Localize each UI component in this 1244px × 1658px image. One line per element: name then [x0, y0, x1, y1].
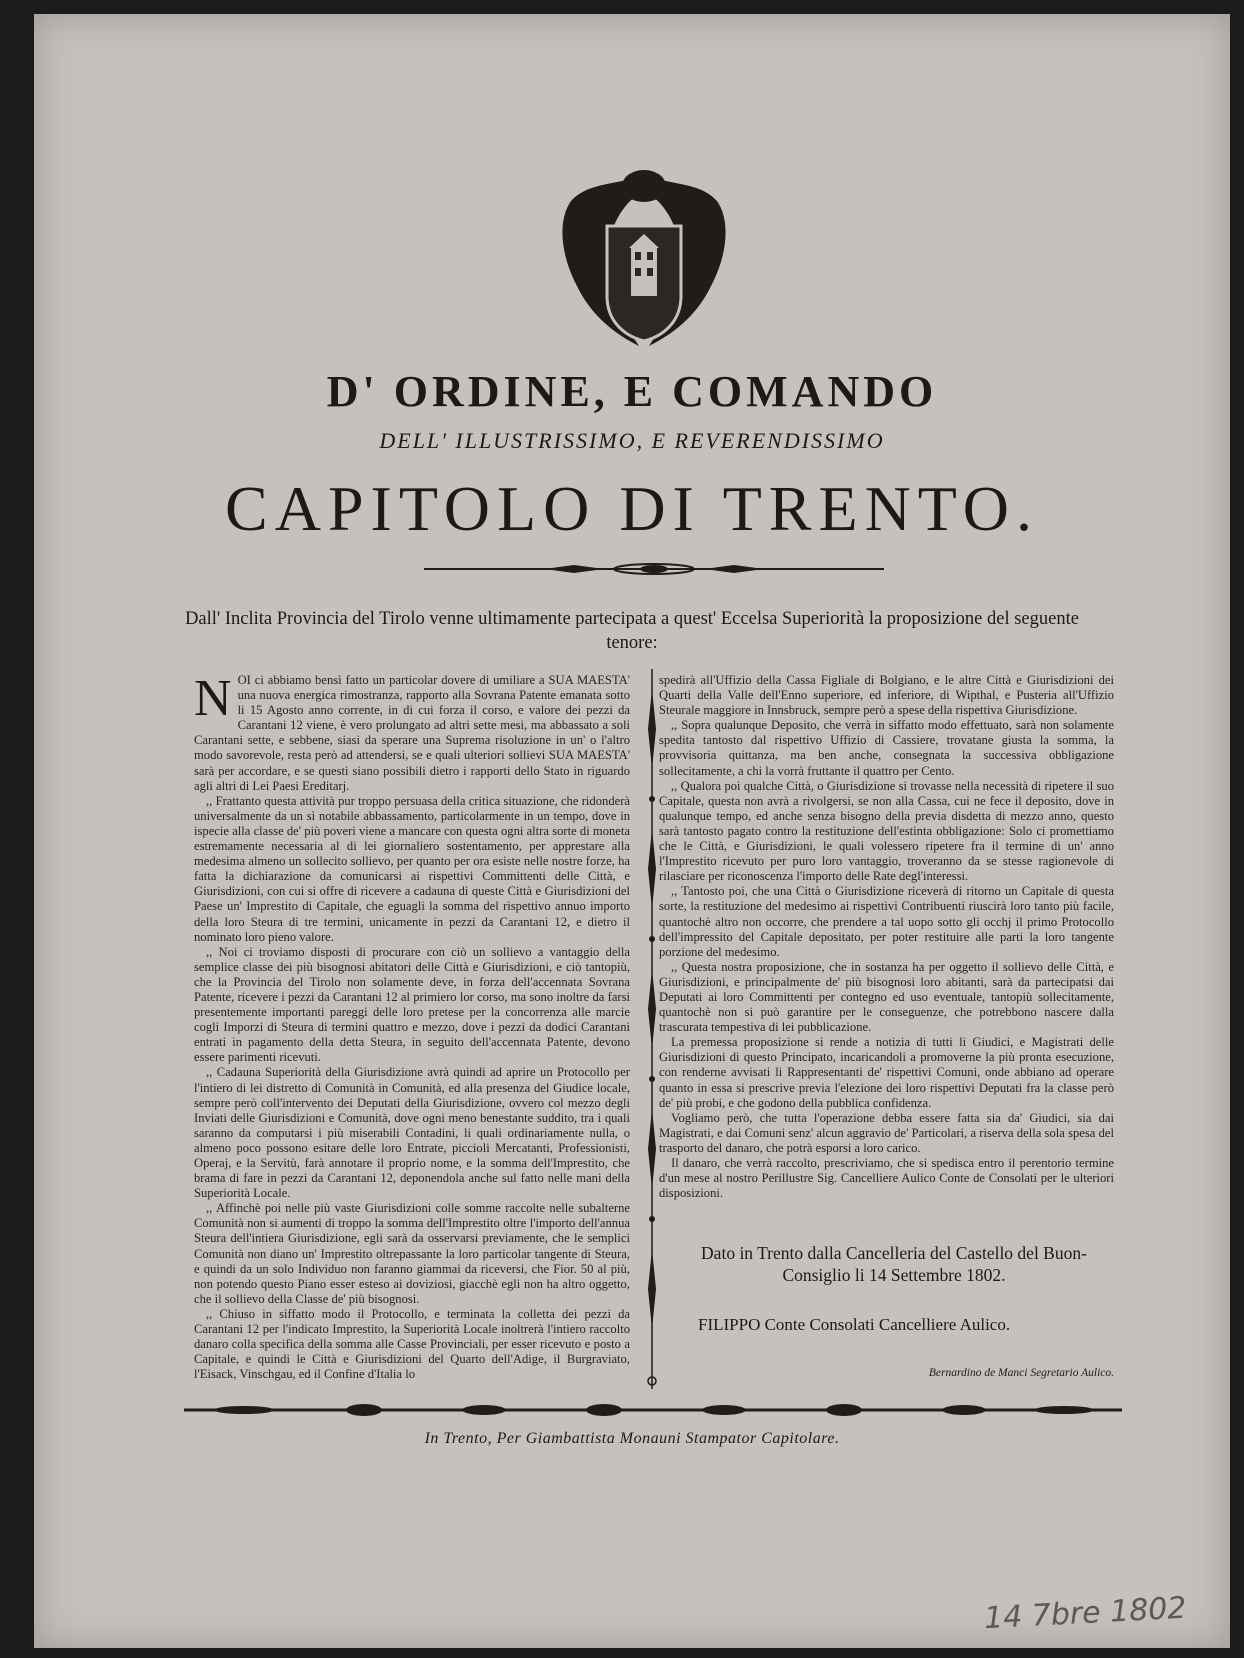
broadsheet-paper	[34, 14, 1230, 1648]
paragraph: NOI ci abbiamo bensì fatto un particolar dovere di umiliare a SUA MAESTA' una nuova energica rimostranza, rapporto alla Sovrana Patente emanata sotto li 15 Agosto anno corrente, in di cui forza il corso, e valore dei pezzi da Carantani 12 viene, è vero prolungato ad altri sette mesi, ma abbassato a soli Carantani sette, e sebbene, siasi da sperare una Suprema risoluzione in un' o l'altro modo savorevole, resta però ad attendersi, se e quali ulteriori sollievi SUA MAESTA' sarà per accordare, e se questi siano possibili dietro i rapporti dello Stato in riguardo agli altri di Lei Paesi Ereditarj.	[194, 670, 630, 793]
ornamental-rule-top	[424, 562, 884, 576]
paragraph: ,, Qualora poi qualche Città, o Giurisdizione si trovasse nella necessità di ripetere il suo Capitale, questa non avrà a rivolgersi, se non alla Cassa, cui ne fece il deposito, dove in qualunque tempo, ed anche senza bisogno della previa disdetta di mezzo anno, questo sarà tantosto pagato contro la restituzione dell'estinta obbligazione: Solo ci promettiamo che le Città, e Giurisdizioni, le quali volessero ripetere fra il termine di un' anno l'Imprestito ricevuto per puro loro vantaggio, troveranno da se stesse ragionevole di rilasciare per riconoscenza l'importo delle Rate degl'interessi.	[659, 778, 1114, 884]
paragraph: ,, Cadauna Superiorità della Giurisdizione avrà quindi ad aprire un Protocollo per l'intiero di lei distretto di Comunità in Comunità, ed alla presenza del Giudice locale, sempre però coll'intervento dei Deputati della Giurisdizione, ovvero col mezzo degli Inviati delle Giurisdizioni e Comunità, dove ogni meno benestante suddito, tra i quali saranno da computarsi i più miserabili Contadini, li quali ordinariamente nulla, o almeno poco possono esitare delle loro Entrate, piccioli Mercatanti, Professionisti, Operaj, e la Servitù, farà annotare il proprio nome, e la somma dell'Imprestito, che brama di fare in pezzi da Carantani 12, deponendola anche sul fatto nelle mani della Superiorità Locale.	[194, 1065, 630, 1201]
paragraph: ,, Noi ci troviamo disposti di procurare con ciò un sollievo a vantaggio della semplice classe dei più bisognosi abitatori delle Città e Giurisdizioni, e ciò tantopiù, che la Provincia del Tirolo non solamente deve, in forza dell'accennata Sovrana Patente, ricevere i pezzi da Carantani 12 al primiero lor corso, ma sono inoltre da farsi presentemente importanti pareggi delle loro pretese per la concorrenza alle marcie cogli Imporzi di Steura di termini quattro e mezzo, dove i pezzi da dodici Carantani entrati in pagamento della detta Steura, in seguito dell'accennata Patente, devono essere parimenti ricevuti.	[194, 944, 630, 1065]
header-line-2: DELL' ILLUSTRISSIMO, E REVERENDISSIMO	[379, 428, 885, 453]
drop-cap: N	[194, 670, 232, 727]
paragraph: ,, Questa nostra proposizione, che in sostanza ha per oggetto il sollievo delle Città, e Giurisdizioni, e principalmente de' più bisognosi loro abitanti, sarà da partecipatsi dai Deputati ai loro Committenti per contegno ed uso eventuale, tantopiù sollecitamente, quantochè non si può garantire per le conseguenze, che potrebbono nascere dalla trascurata tempestiva di lei pubblicazione.	[659, 959, 1114, 1035]
paragraph: ,, Tantosto poi, che una Città o Giurisdizione riceverà di ritorno un Capitale di questa sorte, la restituzione del medesimo ai rispettivi Contribuenti riuscirà loro tanto più facile, quantochè altro non occorre, che prendere a tal uopo sotto gli occhj il primo Protocollo dell'impressito del Capitale depositato, per poter restituire alle parti la loro tangente porzione del medesimo.	[659, 884, 1114, 959]
paragraph: spedirà all'Uffizio della Cassa Figliale di Bolgiano, e le altre Città e Giurisdizioni dei Quarti della Valle dell'Enno superiore, ed inferiore, di Wipthal, e Pusteria all'Uffizio Steurale maggiore in Innsbruck, sempre però a spese della rispettiva Giurisdizione.	[659, 673, 1114, 718]
handwritten-date-note: 14 7bre 1802	[983, 1590, 1188, 1637]
paragraph: Vogliamo però, che tutta l'operazione debba essere fatta sia da' Giudici, sia dai Magistrati, e dai Comuni senz' alcun aggravio de' Particolari, a riserva della sola spesa del trasporto del danaro, che potrà esporsi a loro carico.	[659, 1110, 1114, 1155]
eagle-coat-of-arms-icon	[549, 166, 739, 351]
paragraph: ,, Affinchè poi nelle più vaste Giurisdizioni colle somme raccolte nelle subalterne Comunità non si aumenti di troppo la somma dell'Imprestito oltre l'importo dell'annua Steura dell'intiera Giurisdizione, egli sarà da osservarsi previamente, che le semplici Comunità non diano un' Imprestito oltrepassante la loro particolar tangente di Steura, e quindi da un solo Individuo non faranno giammai da riceversi, che Fior. 50 al più, non potendo questo Piano esser esteso ai doviziosi, giacchè egli non ha altro oggetto, che il sollievo della Classe de' più bisognosi.	[194, 1201, 630, 1306]
ornamental-column-divider	[646, 669, 658, 1389]
left-text-column	[194, 670, 630, 1382]
secretary-line: Bernardino de Manci Segretario Aulico.	[928, 1367, 1114, 1379]
signature-line: FILIPPO Conte Consolati Cancelliere Aulico.	[698, 1315, 1011, 1334]
header-line-3: CAPITOLO DI TRENTO.	[225, 473, 1039, 544]
header-line-1: D' ORDINE, E COMANDO	[326, 367, 938, 416]
date-line: Dato in Trento dalla Cancelleria del Castello del Buon-Consiglio li 14 Settembre 1802.	[701, 1243, 1087, 1285]
paragraph: ,, Frattanto questa attività pur troppo persuasa della critica situazione, che ridonderà universalmente da un sì notabile abbassamento, particolarmente in un tempo, dove in ispecie alla classe de' più poveri viene a mancare con questa ogni altra sorte di moneta estremamente necessaria al di lei giornaliero sostentamento, per apprestare alla medesima almeno un sollecito sollievo, per quanto per ora esiste nelle nostre forze, ha fatta la dichiarazione da comunicarsi ai rispettivi Committenti delle Città, e Giurisdizioni, con cui si offre di ricevere a cadauna di queste Città e Giurisdizioni del Paese un' Imprestito di Capitale, che eguagli la somma del rispettivo annuo importo della loro Steura di tre termini, unicamente in pezzi da Carantani 12, e dietro il nominato loro pieno valore.	[194, 793, 630, 944]
paragraph: ,, Chiuso in siffatto modo il Protocollo, e terminata la colletta dei pezzi da Carantani 12 per l'indicato Imprestito, la Superiorità Locale inoltrerà l'intiero raccolto danaro colla specifica della somma alle Casse Provinciali, per esser ricevuto e posto a Capitale, e quindi le Città e Giurisdizioni del Quarto dell'Adige, il Burgraviato, l'Eisack, Vinschgau, ed il Confine d'Italia lo	[194, 1306, 630, 1382]
intro-text: Dall' Inclita Provincia del Tirolo venne ultimamente partecipata a quest' Eccelsa Superiorità la proposizione del seguente tenore:	[185, 609, 1079, 653]
printer-imprint: In Trento, Per Giambattista Monauni Stampator Capitolare.	[424, 1430, 840, 1447]
paragraph: ,, Sopra qualunque Deposito, che verrà in siffatto modo effettuato, sarà non solamente spedita tantosto dal rispettivo Uffizio di Cassiere, trovatane giusta la somma, la provvisoria quittanza, ma ben anche, consegnata la successiva obbligazione sollecitamente, a chi la vorrà fruttante il quattro per Cento.	[659, 718, 1114, 778]
paragraph: Il danaro, che verrà raccolto, prescriviamo, che si spedisca entro il perentorio termine d'un mese al nostro Perillustre Sig. Cancelliere Aulico Conte de Consolati per le ulteriori disposizioni.	[659, 1156, 1114, 1201]
paragraph: La premessa proposizione si rende a notizia di tutti li Giudici, e Magistrati delle Giurisdizioni di questo Principato, incaricandoli a promoverne la più pronta esecuzione, con renderne avvisati li Rappresentanti de' rispettivi Comuni, onde abbiano ad operare quanto in essa si prescrive previa l'elezione dei loro rispettivi Deputati fra la classe però de' più probi, e che godono della pubblica confidenza.	[659, 1035, 1114, 1110]
right-text-column	[659, 673, 1114, 1201]
ornamental-rule-bottom	[184, 1400, 1122, 1420]
